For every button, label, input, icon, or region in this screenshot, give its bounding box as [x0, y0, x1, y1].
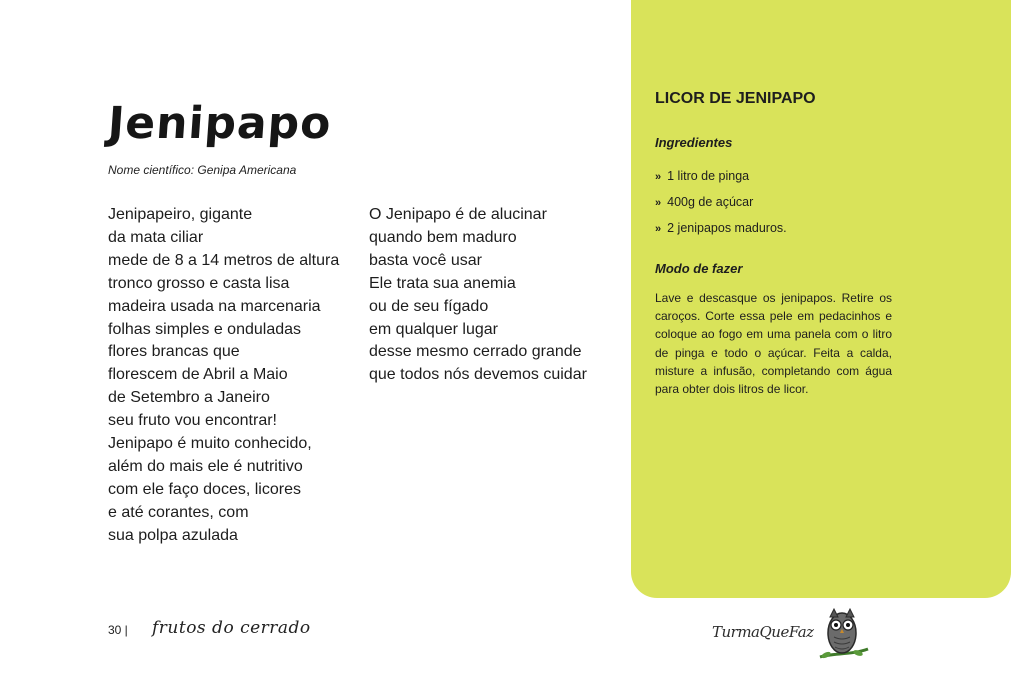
poem-line: seu fruto vou encontrar!: [108, 412, 277, 430]
poem-column-left: [108, 204, 339, 548]
poem-line: O Jenipapo é de alucinar: [369, 206, 547, 223]
poem-line: mede de 8 a 14 metros de altura: [108, 251, 340, 269]
recipe-title: LICOR DE JENIPAPO: [655, 90, 816, 107]
poem-line: basta você usar: [369, 251, 482, 269]
ingredients-list: [655, 164, 787, 242]
book-title: frutos do cerrado: [152, 618, 311, 638]
poem-line: com ele faço doces, licores: [108, 480, 301, 498]
ingredients-heading: Ingredientes: [655, 135, 733, 150]
poem-line: sua polpa azulada: [108, 526, 238, 544]
page-title: Jenipapo: [106, 98, 334, 149]
poem-line: e até corantes, com: [108, 503, 249, 521]
poem-line: florescem de Abril a Maio: [108, 366, 288, 384]
method-text: Lave e descasque os jenipapos. Retire os caroços. Corte essa pele em pedacinhos e coloque ao fogo em uma panela com o litro de pinga e todo o açúcar. Feita a calda, misture a infusão, completando com água para obter dois litros de licor.: [655, 291, 892, 397]
poem-line: Jenipapo é muito conhecido,: [108, 435, 312, 453]
publisher-logo: [712, 605, 872, 665]
poem-line: da mata ciliar: [108, 228, 204, 246]
poem-line: Jenipapeiro, gigante: [108, 206, 253, 223]
poem-line: de Setembro a Janeiro: [108, 389, 270, 407]
bullet-icon: »: [655, 223, 662, 235]
poem-line: em qualquer lugar: [369, 320, 498, 338]
poem-line: Ele trata sua anemia: [369, 274, 516, 292]
poem-line: ou de seu fígado: [369, 297, 489, 315]
poem-line: que todos nós devemos cuidar: [369, 366, 587, 384]
poem-column-right: [369, 204, 587, 387]
poem-line: quando bem maduro: [369, 228, 517, 246]
list-item: » 2 jenipapos maduros.: [655, 221, 787, 235]
bullet-icon: »: [655, 171, 662, 183]
poem-line: desse mesmo cerrado grande: [369, 343, 582, 361]
bullet-icon: »: [655, 197, 662, 209]
scientific-name: Nome científico: Genipa Americana: [108, 163, 297, 177]
poem-line: tronco grosso e casta lisa: [108, 274, 290, 292]
poem-line: folhas simples e onduladas: [108, 320, 302, 338]
logo-text: TurmaQueFaz: [712, 623, 814, 641]
poem-line: além do mais ele é nutritivo: [108, 457, 303, 475]
page-number: 30 |: [108, 623, 128, 637]
poem-line: madeira usada na marcenaria: [108, 297, 321, 315]
method-heading: Modo de fazer: [655, 261, 743, 276]
poem-line: flores brancas que: [108, 343, 240, 361]
owl-icon: [812, 605, 872, 665]
list-item: » 400g de açúcar: [655, 195, 754, 209]
list-item: » 1 litro de pinga: [655, 169, 750, 183]
